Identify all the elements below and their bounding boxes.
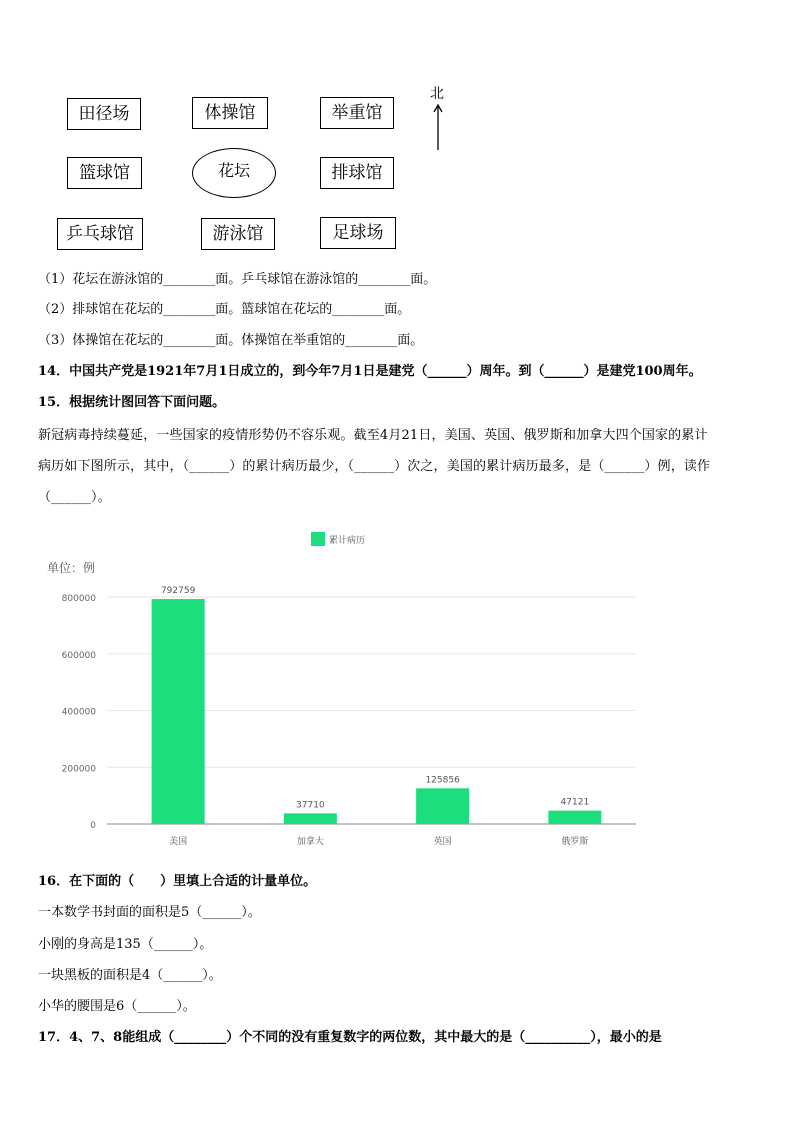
question-14: 14．中国共产党是1921年7月1日成立的，到今年7月1日是建党（______）周年。到（______）是建党100周年。 (38, 364, 702, 379)
legend-label: 累计病历 (329, 536, 366, 546)
question-16-line-4: 小华的腰围是6（______）。 (38, 999, 196, 1014)
q13-line-1: （1）花坛在游泳馆的________面。乒乓球馆在游泳馆的________面。 (38, 272, 437, 287)
question-15-title: 15．根据统计图回答下面问题。 (38, 395, 226, 410)
map-box-gymnasium: 体操馆 (192, 97, 268, 129)
q13-line-2: （2）排球馆在花坛的________面。篮球馆在花坛的________面。 (38, 302, 411, 317)
y-tick-label: 800000 (61, 594, 96, 604)
bar-data-label: 47121 (560, 797, 590, 808)
bar-data-label: 125856 (425, 775, 460, 786)
y-axis-unit-label: 单位：例 (47, 561, 96, 575)
map-box-table-tennis: 乒乓球馆 (57, 218, 143, 250)
bar (284, 813, 337, 824)
x-tick-label: 俄罗斯 (561, 837, 589, 847)
north-label: 北 (430, 86, 444, 102)
x-tick-label: 美国 (169, 837, 188, 847)
map-box-football: 足球场 (320, 217, 396, 249)
question-15-para-1: 新冠病毒持续蔓延，一些国家的疫情形势仍不容乐观。截至4月21日，美国、英国、俄罗斯和加拿大四个国家的累计 (38, 428, 708, 443)
question-16-line-2: 小刚的身高是135（______）。 (38, 937, 213, 952)
question-15-para-3: （______）。 (38, 490, 111, 505)
bar-data-label: 792759 (160, 586, 196, 597)
x-tick-label: 加拿大 (296, 837, 324, 847)
map-box-swimming: 游泳馆 (201, 218, 275, 250)
question-16-line-1: 一本数学书封面的面积是5（______）。 (38, 905, 261, 920)
bar (548, 811, 601, 824)
bar-chart (0, 520, 794, 860)
map-box-track-field: 田径场 (67, 98, 141, 130)
question-16-line-3: 一块黑板的面积是4（______）。 (38, 968, 222, 983)
y-tick-label: 400000 (61, 707, 96, 718)
question-15-para-2: 病历如下图所示，其中，（______）的累计病历最少，（______）次之，美国的累计病历最多，是（______）例，读作 (38, 459, 711, 474)
bar-data-label: 37710 (296, 800, 325, 811)
map-flower-bed: 花坛 (192, 148, 276, 198)
north-arrow-icon (432, 102, 444, 152)
y-tick-label: 200000 (61, 764, 96, 775)
map-box-basketball: 篮球馆 (67, 157, 142, 189)
q13-line-3: （3）体操馆在花坛的________面。体操馆在举重馆的________面。 (38, 333, 424, 348)
y-tick-label: 0 (90, 821, 96, 831)
legend-swatch (311, 532, 325, 546)
bar (416, 788, 469, 824)
y-tick-label: 600000 (61, 650, 96, 661)
bar (152, 599, 205, 824)
map-box-volleyball: 排球馆 (320, 157, 394, 189)
map-box-weightlifting: 举重馆 (320, 97, 394, 129)
question-17: 17．4、7、8能组成（________）个不同的没有重复数字的两位数，其中最大的是（__________），最小的是 (38, 1030, 662, 1045)
x-tick-label: 英国 (433, 837, 452, 847)
question-16-title: 16．在下面的（ ）里填上合适的计量单位。 (38, 874, 317, 889)
